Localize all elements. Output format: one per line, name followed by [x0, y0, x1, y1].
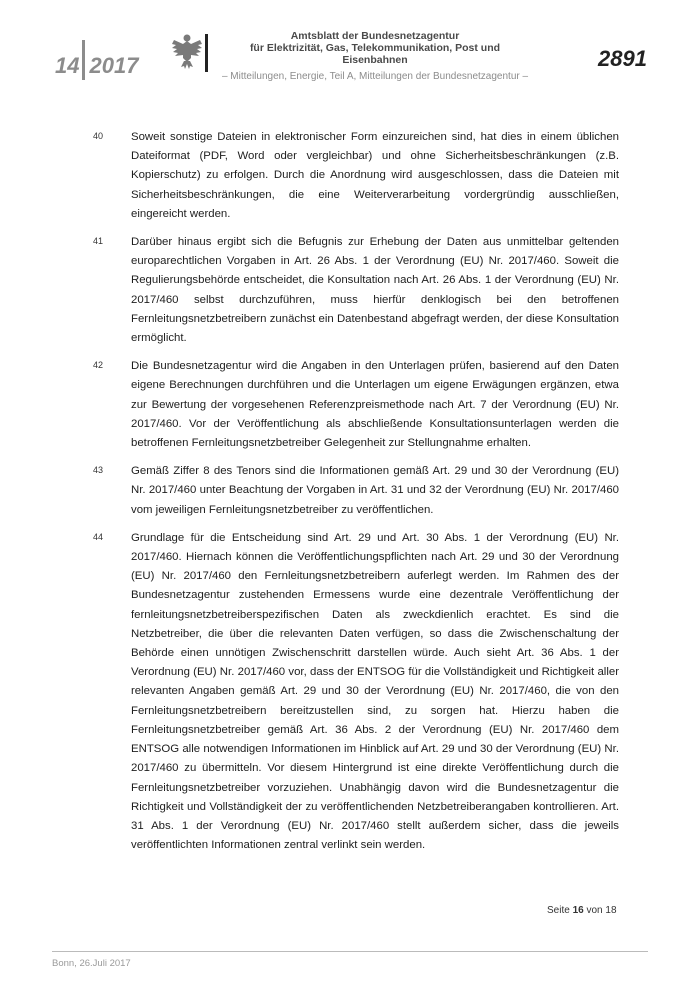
issue-divider: [82, 40, 85, 80]
masthead: [220, 30, 530, 84]
masthead-subtitle: für Elektrizität, Gas, Telekommunikation, Post und Eisenbahnen: [249, 42, 501, 66]
paragraph-number: 40: [93, 131, 104, 141]
paragraph-text: Gemäß Ziffer 8 des Tenors sind die Informationen gemäß Art. 29 und 30 der Verordnung (EU) Nr. 2017/460 unter Beachtung der Vorgaben in Art. 31 und 32 der Verordnung (EU) Nr. 2017/460 vom jeweiligen Fernleitungsnetzbetreiber zu veröffentlichen.: [131, 465, 619, 516]
issue-number: [55, 46, 138, 86]
page-indicator-total: 18: [605, 905, 617, 916]
paragraph-42: [93, 357, 623, 453]
paragraph-43: [93, 462, 623, 520]
paragraph-number: 43: [93, 465, 104, 476]
paragraph-text: Soweit sonstige Dateien in elektronischer Form einzureichen sind, hat dies in einem üblichen Dateiformat (PDF, Word oder vergleichbar) und ohne Sicherheitsbeschränkungen (z.B. Kopierschutz) zu erfolgen. Durch die Anordnung wird ausgeschlossen, dass die Dateien mit Sicherheitsbeschränkungen, die eine Weiterverarbeitung vordergründig ausschließen, eingereicht werden.: [131, 131, 619, 220]
paragraph-number: 44: [93, 531, 104, 542]
footer-rule: [52, 951, 648, 952]
header-divider: [205, 34, 208, 72]
page-indicator-current: 16: [572, 905, 584, 916]
masthead-title: Amtsblatt der Bundesnetzagentur: [290, 30, 460, 42]
masthead-section: – Mitteilungen, Energie, Teil A, Mitteilungen der Bundesnetzagentur –: [221, 71, 529, 82]
paragraph-44: [93, 529, 623, 855]
paragraph-40: [93, 128, 623, 224]
paragraph-text: Die Bundesnetzagentur wird die Angaben in den Unterlagen prüfen, basierend auf den Daten eigene Berechnungen durchführen und die Unterlagen um eigene Erwägungen ergänzen, etwa zur Bewertung der vorgesehenen Referenzpreismethode nach Art. 7 der Verordnung (EU) Nr. 2017/460. Vor der Veröffentlichung als abschließende Konsultationsunterlagen werden die betroffenen Fernleitungsnetzbetreiber Gelegenheit zur Stellungnahme erhalten.: [131, 360, 619, 450]
page-number: 2891: [598, 46, 647, 71]
federal-eagle-icon: [170, 30, 204, 70]
footer-place-date: Bonn, 26.Juli 2017: [52, 958, 131, 969]
paragraph-number: 41: [93, 236, 104, 247]
issue-year: 2017: [89, 53, 139, 78]
paragraph-text: Grundlage für die Entscheidung sind Art. 29 und Art. 30 Abs. 1 der Verordnung (EU) Nr. 2017/460. Hiernach können die Veröffentlichungspflichten nach Art. 29 und 30 der Verordnung (EU) Nr. 2017/460 den Fernleitungsnetzbetreibern auferlegt werden. Im Rahmen des der Bundesnetzagentur zustehenden Ermessens wurde eine dezentrale Veröffentlichung der fernleitungsnetzbetreiberspezifischen Daten als zweckdienlich erachtet. Es sind die Netzbetreiber, die über die relevanten Daten verfügen, so dass die Zwischenschaltung der Behörde einen unnötigen Zwischenschritt darstellen würde. Auch sieht Art. 36 Abs. 1 der Verordnung (EU) Nr. 2017/460 vor, dass der ENTSOG für die Vollständigkeit und Richtigkeit aller relevanten Angaben gemäß Art. 29 und 30 der Verordnung (EU) Nr. 2017/460, die von den Fernleitungsnetzbetreibern bereitzustellen sind, zu sorgen hat. Hierzu haben die Fernleitungsnetzbetreiber gemäß Art. 36 Abs. 2 der Verordnung (EU) Nr. 2017/460 dem ENTSOG alle notwendigen Informationen im Hinblick auf Art. 29 und 30 der Verordnung (EU) Nr. 2017/460 zu übermitteln. Vor diesem Hintergrund ist eine direkte Veröffentlichung durch die Fernleitungsnetzbetreiber vorzuziehen. Unabhängig davon wird die Bundesnetzagentur die Richtigkeit und Vollständigkeit der zu veröffentlichenden Netzbetreiberangaben kontrollieren. Art. 31 Abs. 1 der Verordnung (EU) Nr. 2017/460 stellt außerdem sicher, dass die jeweils veröffentlichten Informationen zentral verlinkt sein werden.: [131, 531, 619, 852]
paragraph-text: Darüber hinaus ergibt sich die Befugnis zur Erhebung der Daten aus unmittelbar geltenden europarechtlichen Vorgaben in Art. 26 Abs. 1 der Verordnung (EU) Nr. 2017/460. Soweit die Regulierungsbehörde entscheidet, die Konsultation nach Art. 26 Abs. 1 der Verordnung (EU) Nr. 2017/460 selbst durchzuführen, muss hierfür denklogisch bei den betroffenen Fernleitungsnetzbetreibern zunächst ein Datenbestand abgefragt werden, der diese Konsultation ermöglicht.: [131, 236, 619, 345]
document-body: [93, 128, 623, 864]
paragraph-number: 42: [93, 360, 104, 371]
page-indicator-label: Seite: [547, 905, 570, 916]
page-indicator: [547, 905, 617, 916]
issue-number-value: 14: [55, 53, 80, 78]
page-indicator-of: von: [586, 905, 603, 916]
paragraph-41: [93, 233, 623, 348]
